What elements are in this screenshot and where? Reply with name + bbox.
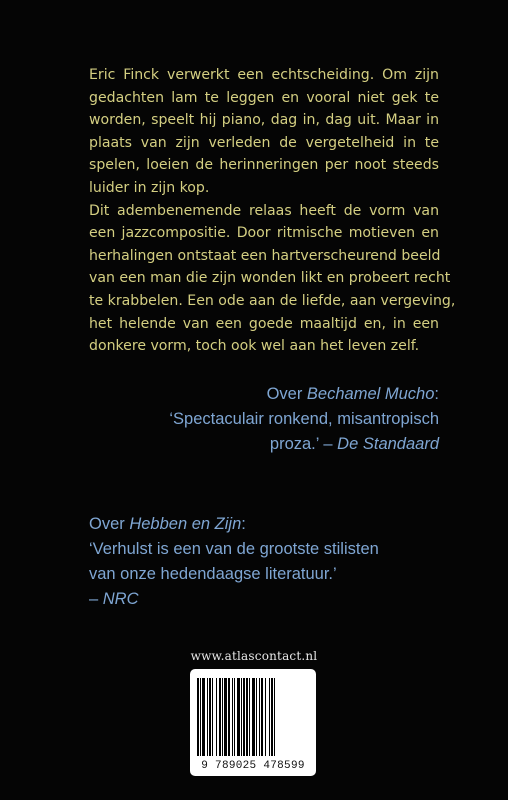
blurb-line: het helende van een goede maaltijd en, in een bbox=[89, 315, 439, 332]
quote-dash: – bbox=[89, 590, 103, 608]
blurb-line: Dit adembenemende relaas heeft de vorm van bbox=[89, 202, 439, 219]
quote-heading bbox=[59, 382, 439, 407]
book-title: Hebben en Zijn bbox=[129, 515, 242, 533]
quote-bechamel-mucho bbox=[59, 382, 439, 457]
blurb-line: worden, speelt hij piano, dag in, dag uit. Maar in bbox=[89, 112, 439, 129]
blurb-line: plaats van zijn verleden de vergetelheid in te bbox=[89, 134, 439, 151]
blurb-line: Eric Finck verwerkt een echtscheiding. Om zijn bbox=[89, 67, 439, 83]
quote-line: van onze hedendaagse literatuur.’ bbox=[89, 565, 337, 583]
isbn-number: 9 789025 478599 bbox=[201, 760, 305, 772]
blurb-line: herhalingen ontstaat een hartverscheurend beeld bbox=[89, 247, 441, 264]
book-title: Bechamel Mucho bbox=[306, 385, 435, 403]
quote-colon: : bbox=[241, 515, 246, 533]
barcode bbox=[190, 669, 316, 776]
blurb-line: te krabbelen. Een ode aan de liefde, aan vergeving, bbox=[89, 292, 456, 309]
quote-source: NRC bbox=[102, 590, 139, 608]
blurb-line: gedachten lam te leggen en vooral niet gek te bbox=[89, 89, 439, 106]
blurb-text bbox=[89, 64, 456, 358]
publisher-url: www.atlascontact.nl bbox=[190, 649, 318, 663]
blurb-line: een jazzcompositie. Door ritmische motieven en bbox=[89, 225, 439, 242]
quote-line: ‘Verhulst is een van de grootste stilisten bbox=[89, 540, 379, 558]
quote-line: ‘Spectaculair ronkend, misantropisch bbox=[169, 410, 439, 428]
quote-prefix: Over bbox=[266, 385, 307, 403]
blurb-line: luider in zijn kop. bbox=[89, 179, 210, 196]
quote-line bbox=[59, 432, 439, 457]
quote-prefix: Over bbox=[89, 515, 130, 533]
quote-colon: : bbox=[434, 385, 439, 403]
quote-text: proza.’ – bbox=[269, 435, 338, 453]
blurb-line: donkere vorm, toch ook wel aan het leven zelf. bbox=[89, 338, 420, 355]
blurb-line: spelen, loeien de herinneringen per noot steeds bbox=[89, 157, 439, 174]
quote-hebben-en-zijn bbox=[89, 512, 469, 612]
quote-heading bbox=[89, 512, 469, 537]
quote-source: De Standaard bbox=[337, 435, 439, 453]
barcode-bars bbox=[197, 678, 309, 756]
blurb-line: van een man die zijn wonden likt en probeert recht bbox=[89, 270, 451, 287]
quote-source-line bbox=[89, 587, 469, 612]
